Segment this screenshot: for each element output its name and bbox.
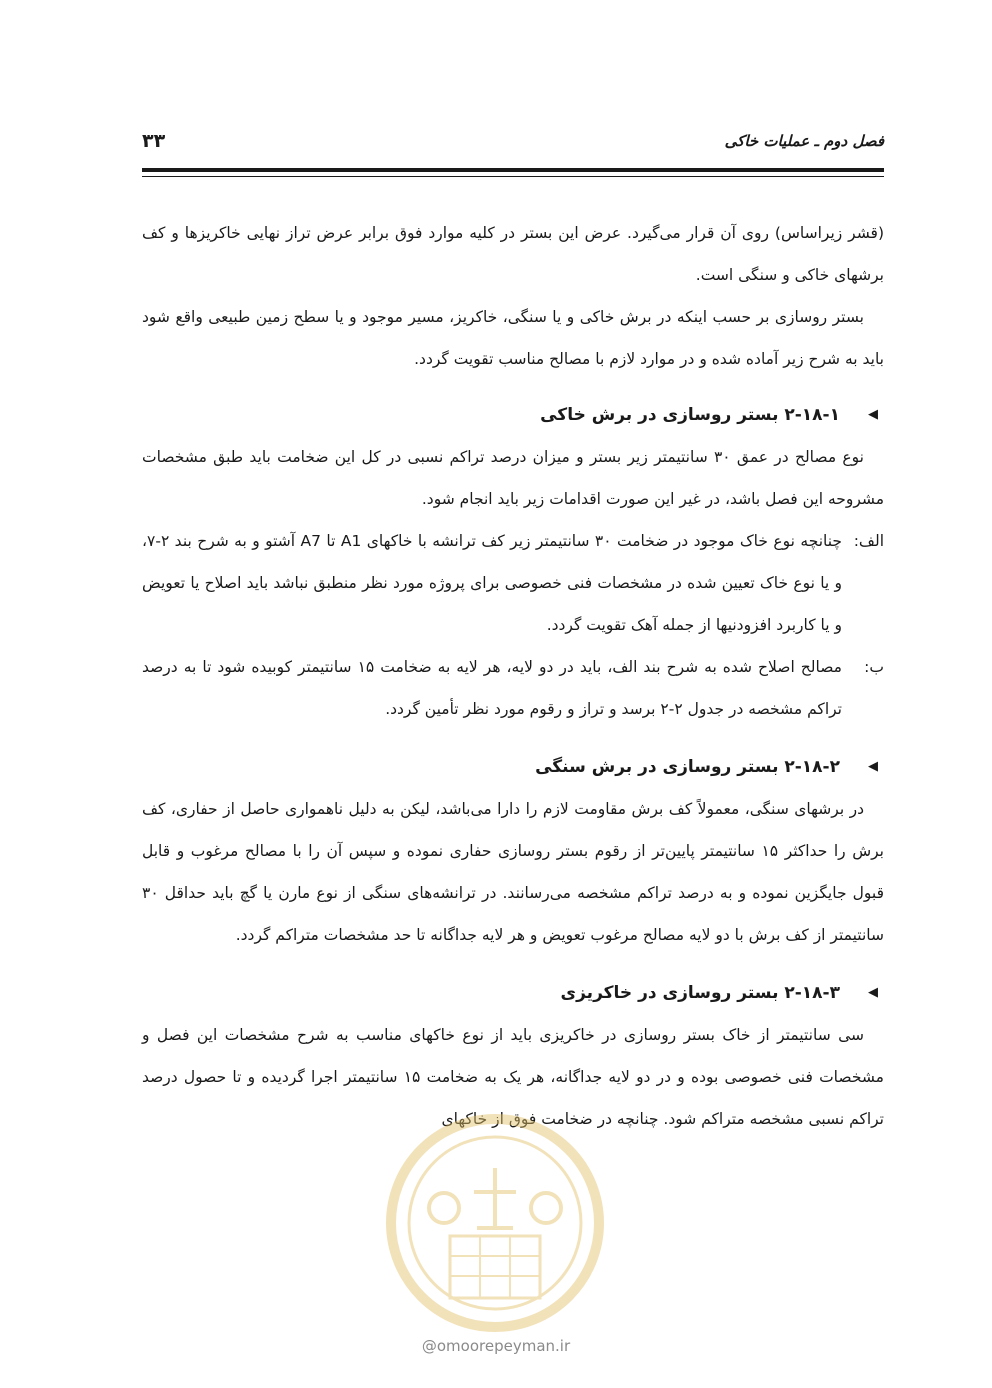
page-body [142,212,884,1140]
section-heading [142,972,884,1014]
chapter-title: فصل دوم ـ عملیات خاکی [724,132,884,150]
page-header [142,118,884,158]
section-intro: نوع مصالح در عمق ۳۰ سانتیمتر زیر بستر و میزان درصد تراکم نسبی در کل این ضخامت باید طبق مشخصات مشروحه این فصل باشد، در غیر این صورت اقدامات زیر باید انجام شود. [142,448,884,508]
list-item-text: مصالح اصلاح شده به شرح بند الف، باید در دو لایه، هر لایه به ضخامت ۱۵ سانتیمتر کوبیده شود تا به درصد تراکم مشخصه در جدول ۲-۲ برسد و تراز و رقوم مورد نظر تأمین گردد. [142,658,842,718]
list-item [142,646,884,730]
paragraph: بستر روسازی بر حسب اینکه در برش خاکی و یا سنگی، خاکریز، مسیر موجود و یا سطح زمین طبیعی واقع شود باید به شرح زیر آماده شده و در موارد لازم با مصالح مناسب تقویت گردد. [142,308,884,368]
section-heading [142,394,884,436]
bullet-triangle-icon: ◀ [868,759,878,774]
bullet-triangle-icon: ◀ [868,407,878,422]
list-item [142,520,884,646]
bullet-triangle-icon: ◀ [868,985,878,1000]
list-item-label: الف: [853,532,884,550]
paragraph-continued: (قشر زیراساس) روی آن قرار می‌گیرد. عرض این بستر در کلیه موارد فوق برابر عرض تراز نهایی خاکریزها و کف برشهای خاکی و سنگی است. [142,224,884,284]
section-title: ۲-۱۸-۲ بستر روسازی در برش سنگی [535,757,840,777]
section-heading [142,746,884,788]
section-body: در برشهای سنگی، معمولاً کف برش مقاومت لازم را دارا می‌باشد، لیکن به دلیل ناهمواری حاصل از حفاری، کف برش را حداکثر ۱۵ سانتیمتر پایین‌تر از رقوم بستر روسازی حفاری نموده و سپس آن را با مصالح مرغوب و قابل قبول جایگزین نموده و به درصد تراکم مشخصه می‌رسانند. در ترانشه‌های سنگی از نوع مارن یا گچ باید حداقل ۳۰ سانتیمتر از کف برش با دو لایه مصالح مرغوب تعویض و هر لایه جداگانه تا حد مشخصات متراکم گردد. [142,800,884,944]
list-item-text: چنانچه نوع خاک موجود در ضخامت ۳۰ سانتیمتر زیر کف ترانشه با خاکهای A1 تا A7 آشتو و به شرح بند ۲-۷، و یا نوع خاک تعیین شده در مشخصات فنی خصوصی برای پروژه مورد نظر منطبق نباشد باید اصلاح یا تعویض و یا کاربرد افزودنیها از جمله آهک تقویت گردد. [142,532,842,634]
list-item-label: ب: [864,658,884,676]
section-title: ۲-۱۸-۳ بستر روسازی در خاکریزی [560,983,840,1003]
watermark-text: @omoorepeyman.ir [421,1337,571,1355]
watermark-seal-icon [382,1110,608,1336]
page-number: ۳۳ [142,130,166,152]
section-body: سی سانتیمتر از خاک بستر روسازی در خاکریزی باید از نوع خاکهای مناسب به شرح مشخصات این فصل و مشخصات فنی خصوصی بوده و در دو لایه جداگانه، هر یک به ضخامت ۱۵ سانتیمتر اجرا گردیده و تا حصول درصد تراکم نسبی مشخصه متراکم شود. چنانچه در ضخامت فوق از خاکهای [142,1026,884,1128]
section-title: ۲-۱۸-۱ بستر روسازی در برش خاکی [540,405,840,425]
header-rule-thin [142,176,884,177]
header-rule-thick [142,168,884,172]
